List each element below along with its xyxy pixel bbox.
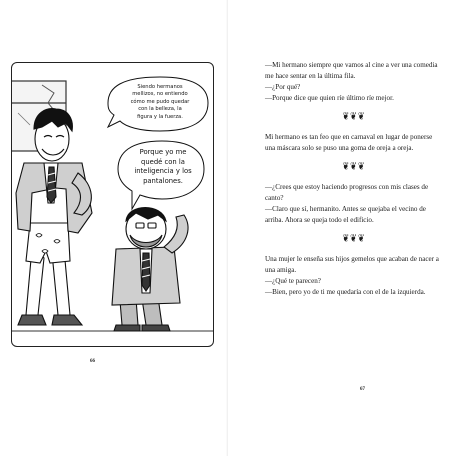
joke-1 xyxy=(265,60,443,104)
separator-ornament: ❦❦❦ xyxy=(342,110,366,123)
short-brother-figure xyxy=(112,208,188,332)
comic-panel xyxy=(11,62,214,347)
joke-line: —¿Crees que estoy haciendo progresos con mis clases de canto? xyxy=(265,183,429,202)
jokes-column xyxy=(265,60,443,298)
joke-line: —Porque dice que quien ríe último ríe mejor. xyxy=(265,94,394,102)
speech-bubble-text-1: Siendo hermanos mellizos, no entiendo cómo me pudo quedar con la belleza, la figura y la fuerza. xyxy=(130,84,190,120)
joke-line: Mi hermano es tan feo que en carnaval en lugar de ponerse una máscara solo se puso una goma de oreja a oreja. xyxy=(265,133,433,152)
joke-3 xyxy=(265,182,443,226)
joke-line: —Mi hermano siempre que vamos al cine a ver una comedia me hace sentar en la última fila. xyxy=(265,61,438,80)
speech-bubble-text-2: Porque yo me quedé con la inteligencia y los pantalones. xyxy=(134,148,192,185)
joke-line: —¿Qué te parecen? xyxy=(265,277,321,285)
separator-ornament: ❦❦❦ xyxy=(342,232,366,245)
joke-line: —Bien, pero yo de ti me quedaría con el de la izquierda. xyxy=(265,288,426,296)
joke-4 xyxy=(265,254,443,298)
joke-2 xyxy=(265,132,443,154)
joke-line: —Claro que sí, hermanito. Antes se quejaba el vecino de arriba. Ahora se queja todo el edificio. xyxy=(265,205,426,224)
page-number-right: 67 xyxy=(360,387,365,392)
page-number-left: 66 xyxy=(90,359,95,364)
joke-line: —¿Por qué? xyxy=(265,83,301,91)
joke-line: Una mujer le enseña sus hijos gemelos que acaban de nacer a una amiga. xyxy=(265,255,439,274)
separator-ornament: ❦❦❦ xyxy=(342,160,366,173)
